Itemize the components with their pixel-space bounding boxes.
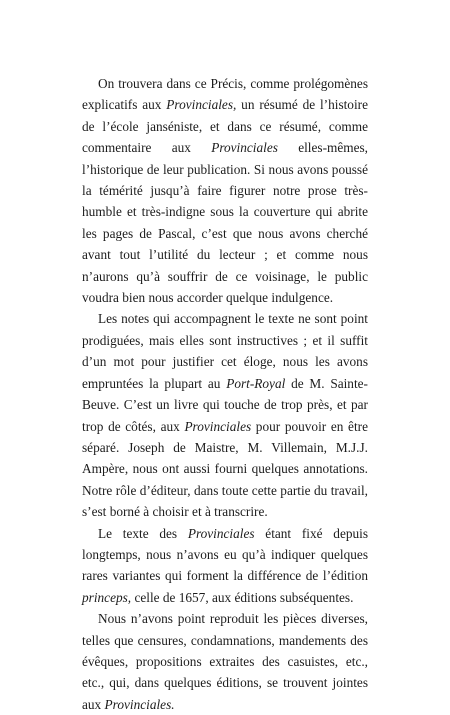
text-run: étant fixé depuis longtemps, nous n’avons eu qu’à indiquer quelques rares variantes qui forment la différence de l’édition [82,525,369,584]
text-run: celle de 1657, aux éditions subséquentes. [131,589,354,605]
text-run: On trouvera dans ce Précis, comme prolégomènes explicatifs aux [82,76,368,113]
italic-run: Port-Royal [226,375,286,391]
paragraph-notes [82,308,368,522]
paragraph-precis [82,73,368,308]
italic-run: Provinciales, [166,97,237,113]
paragraph-pieces [82,608,368,715]
text-run: Le texte des [98,525,188,541]
paragraph-texte [82,523,368,609]
text-run: un résumé de l’histoire de l’école janséniste, et dans ce résumé, comme commentaire aux [82,97,368,156]
italic-run: Provinciales [187,525,255,541]
italic-run: princeps, [82,589,132,605]
text-run: Nous n’avons point reproduit les pièces diverses, telles que censures, condamnations, mandements des évêques, propositions extraites des casuistes, etc., etc., qui, dans quelques éditions, se trouvent jointes aux [82,611,368,712]
italic-run: Provinciales [211,140,278,156]
text-run: pour pouvoir en être séparé. Joseph de Maistre, M. Villemain, M.J.J. Ampère, nous ont aussi fourni quelques annotations. Notre rôle d’éditeur, dans toute cette partie du travail, s’est borné à choisir et à transcrire. [82,418,368,520]
body-text [82,73,368,715]
italic-run: Provinciales [184,418,252,434]
italic-run: Provinciales. [104,696,175,712]
text-run: elles-mêmes, l’historique de leur publication. Si nous avons poussé la témérité jusqu’à faire figurer notre prose très-humble et très-indigne sous la couverture qui abrite les pages de Pascal, c’est que nous avons cherché avant tout l’utilité du lecteur ; et comme nous n’aurons qu’à souffrir de ce voisinage, le public voudra bien nous accorder quelque indulgence. [82,140,368,306]
text-run: Les notes qui accompagnent le texte ne sont point prodiguées, mais elles sont instructives ; et il suffit d’un mot pour justifier cet éloge, nous les avons empruntées la plupart au [82,311,368,391]
text-run: de M. Sainte-Beuve. C’est un livre qui touche de trop près, et par trop de côtés, aux [82,375,368,434]
